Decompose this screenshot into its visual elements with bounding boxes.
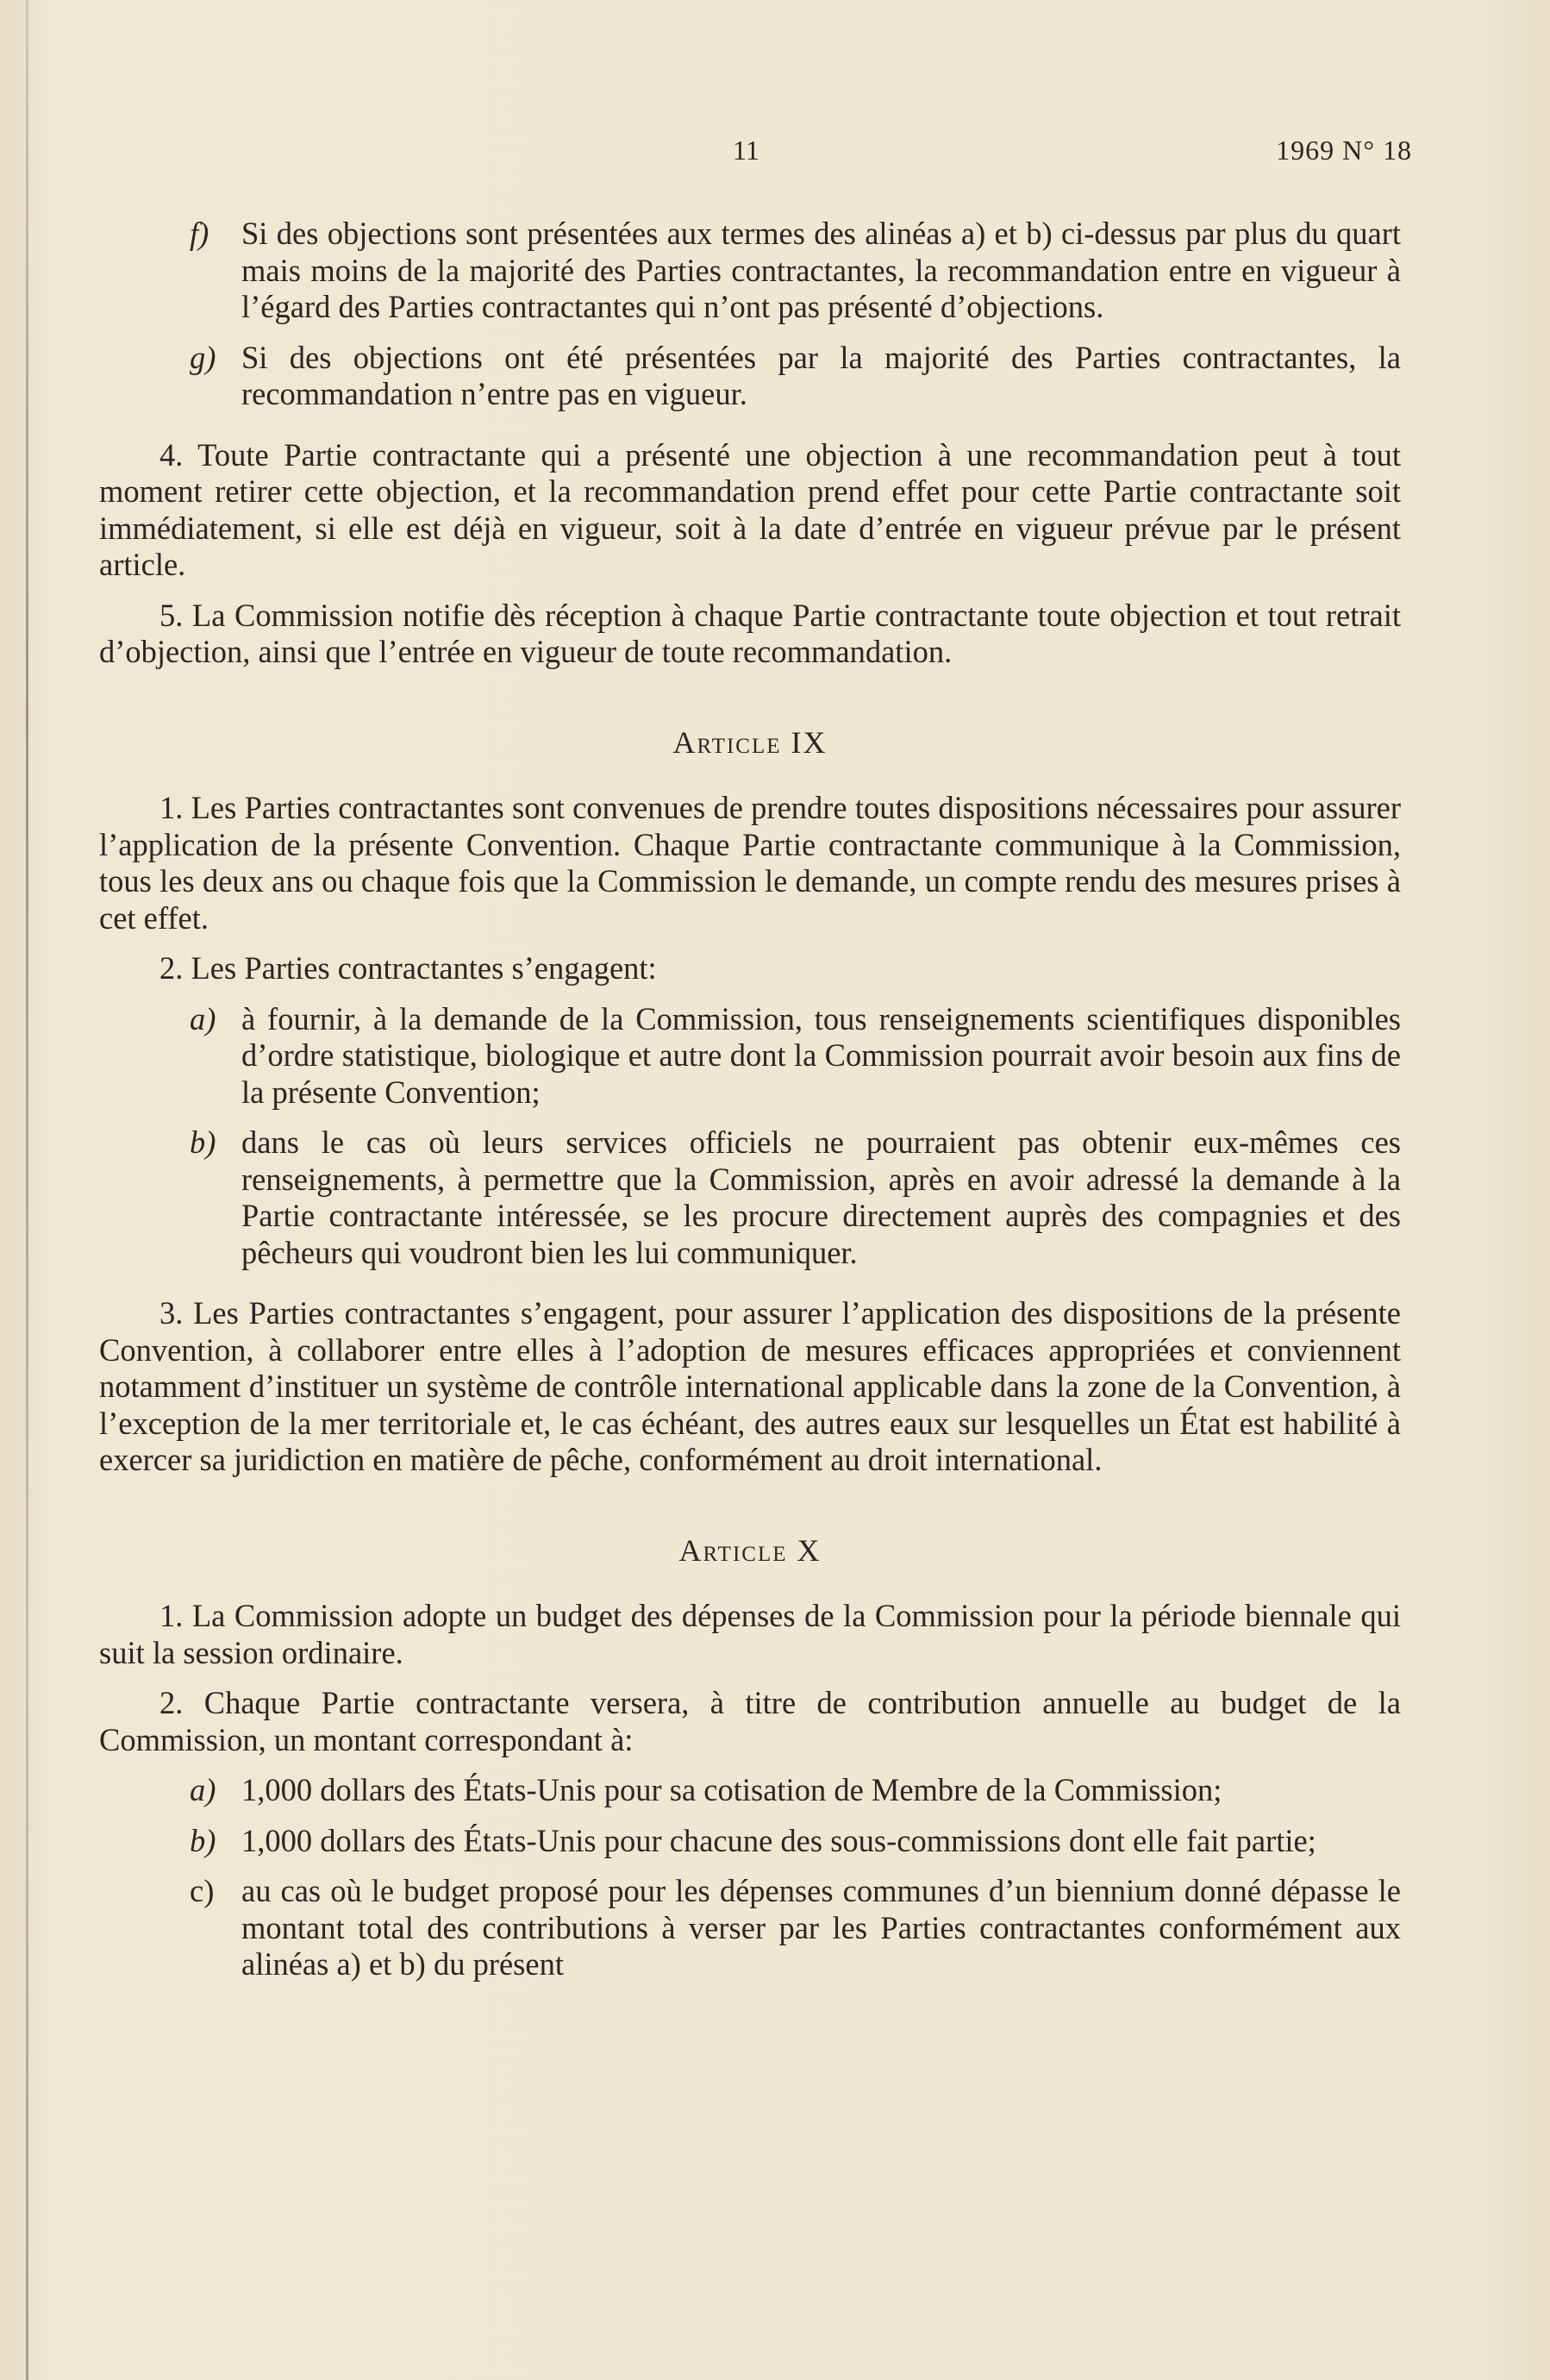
item-marker: b) [190, 1124, 216, 1160]
paragraph-3: 3. Les Parties contractantes s’engagent, pour assurer l’application des dispositions de la présente Convention, à collaborer entre elles à l’adoption de mesures efficaces appropriées et conviennent notamment d’instituer un système de contrôle international applicable dans la zone de la Convention, à l’exception de la mer territoriale et, le cas échéant, des autres eaux sur lesquelles un État est habilité à exercer sa juridiction en matière de pêche, conformément au droit international. [99, 1295, 1401, 1477]
item-marker: a) [190, 1000, 216, 1037]
binding-margin-line [26, 0, 28, 2380]
item-marker: g) [190, 339, 216, 375]
list-item-b [99, 1823, 1401, 1860]
list-item-c [99, 1873, 1401, 1983]
paragraph-5: 5. La Commission notifie dès réception à chaque Partie contractante toute objection et tout retrait d’objection, ainsi que l’entrée en vigueur de toute recommandation. [99, 597, 1401, 669]
paragraph-4: 4. Toute Partie contractante qui a présenté une objection à une recommandation peut à tout moment retirer cette objection, et la recommandation prend effet pour cette Partie contractante soit immédiatement, si elle est déjà en vigueur, soit à la date d’entrée en vigueur prévue par le présent article. [99, 436, 1401, 582]
item-marker: b) [190, 1822, 216, 1858]
page-header [0, 135, 1550, 178]
item-text: 1,000 dollars des États-Unis pour chacune des sous-commissions dont elle fait partie; [241, 1822, 1316, 1858]
item-text: 1,000 dollars des États-Unis pour sa cotisation de Membre de la Commission; [241, 1772, 1222, 1807]
list-item-g [99, 340, 1401, 413]
item-text: Si des objections sont présentées aux termes des alinéas a) et b) ci-dessus par plus du quart mais moins de la majorité des Parties contractantes, la recommandation entre en vigueur à l’égard des Parties contractantes qui n’ont pas présenté d’objections. [241, 216, 1401, 324]
list-item-b [99, 1124, 1401, 1271]
paragraph-1: 1. La Commission adopte un budget des dépenses de la Commission pour la période biennale qui suit la session ordinaire. [99, 1598, 1401, 1670]
list-item-a [99, 1001, 1401, 1112]
paragraph-2: 2. Chaque Partie contractante versera, à titre de contribution annuelle au budget de la Commission, un montant correspondant à: [99, 1685, 1401, 1757]
item-text: Si des objections ont été présentées par la majorité des Parties contractantes, la recommandation n’entre pas en vigueur. [241, 339, 1401, 411]
list-item-a [99, 1772, 1401, 1809]
paragraph-1: 1. Les Parties contractantes sont convenues de prendre toutes dispositions nécessaires pour assurer l’application de la présente Convention. Chaque Partie contractante communique à la Commission, tous les deux ans ou chaque fois que la Commission le demande, un compte rendu des mesures prises à cet effet. [99, 790, 1401, 936]
article-heading-x: Article X [678, 1532, 822, 1568]
article-heading-ix: Article IX [672, 724, 828, 760]
body-text [99, 216, 1401, 1997]
item-marker: a) [190, 1772, 216, 1807]
page-number: 11 [733, 135, 759, 166]
item-text: au cas où le budget proposé pour les dépenses communes d’un biennium donné dépasse le montant total des contributions à verser par les Parties contractantes conformément aux alinéas a) et b) du présent [241, 1873, 1401, 1982]
item-text: à fournir, à la demande de la Commission, tous renseignements scientifiques disponibles d’ordre statistique, biologique et autre dont la Commission pourrait avoir besoin aux fins de la présente Convention; [241, 1000, 1401, 1110]
paragraph-2: 2. Les Parties contractantes s’engagent: [159, 950, 657, 986]
item-marker: c) [190, 1873, 215, 1908]
item-text: dans le cas où leurs services officiels ne pourraient pas obtenir eux-mêmes ces renseignements, à permettre que la Commission, après en avoir adressé la demande à la Partie contractante intéressée, se les procure directement auprès des compagnies et des pêcheurs qui voudront bien les lui communiquer. [241, 1124, 1401, 1270]
item-marker: f) [190, 216, 209, 251]
document-reference: 1969 N° 18 [1276, 135, 1412, 166]
list-item-f [99, 216, 1401, 326]
